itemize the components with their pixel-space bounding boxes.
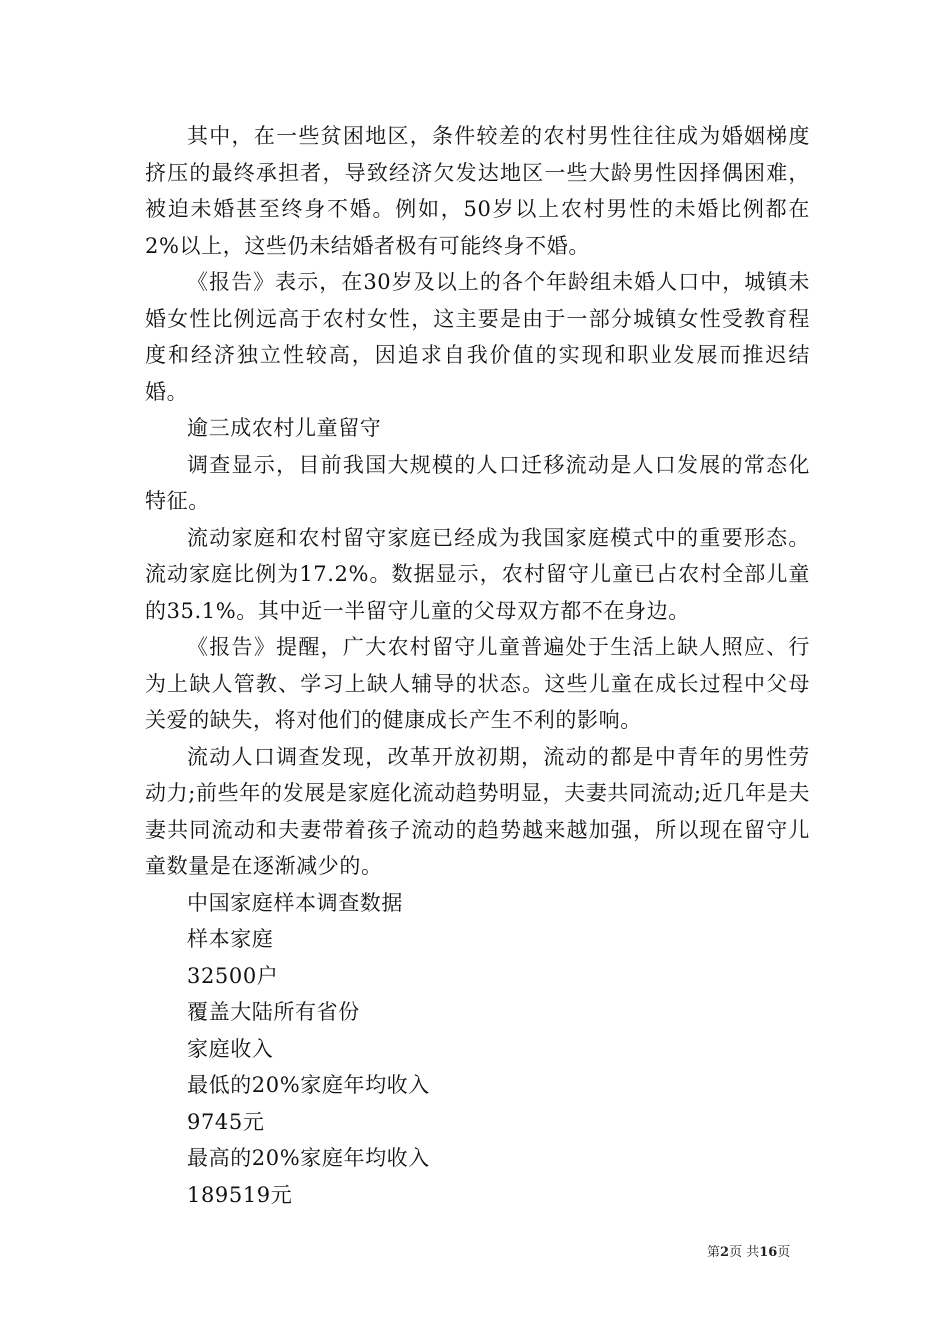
data-line: 样本家庭 [187, 927, 274, 951]
data-line: 9745元 [187, 1109, 265, 1134]
page-footer [707, 1244, 790, 1262]
footer-total-pages: 16 [759, 1245, 778, 1260]
paragraph: 《报告》提醒，广大农村留守儿童普遍处于生活上缺人照应、行为上缺人管教、学习上缺人辅导的状态。这些儿童在成长过程中父母关爱的缺失，将对他们的健康成长产生不利的影响。 [145, 635, 810, 732]
paragraph: 调查显示，目前我国大规模的人口迁移流动是人口发展的常态化特征。 [145, 452, 810, 513]
data-line: 家庭收入 [187, 1036, 274, 1061]
footer-suffix: 页 [777, 1245, 791, 1260]
section-heading: 逾三成农村儿童留守 [187, 416, 382, 440]
paragraph: 《报告》表示，在30岁及以上的各个年龄组未婚人口中，城镇未婚女性比例远高于农村女性，这主要是由于一部分城镇女性受教育程度和经济独立性较高，因追求自我价值的实现和职业发展而推迟结婚。 [145, 270, 810, 404]
data-line: 32500户 [187, 963, 279, 988]
paragraph: 流动人口调查发现，改革开放初期，流动的都是中青年的男性劳动力;前些年的发展是家庭化流动趋势明显，夫妻共同流动;近几年是夫妻共同流动和夫妻带着孩子流动的趋势越来越加强，所以现在留守儿童数量是在逐渐减少的。 [145, 744, 810, 878]
paragraph: 流动家庭和农村留守家庭已经成为我国家庭模式中的重要形态。流动家庭比例为17.2%。数据显示，农村留守儿童已占农村全部儿童的35.1%。其中近一半留守儿童的父母双方都不在身边。 [145, 525, 810, 623]
data-heading: 中国家庭样本调查数据 [187, 890, 403, 915]
paragraph: 其中，在一些贫困地区，条件较差的农村男性往往成为婚姻梯度挤压的最终承担者，导致经济欠发达地区一些大龄男性因择偶困难，被迫未婚甚至终身不婚。例如，50岁以上农村男性的未婚比例都在2%以上，这些仍未结婚者极有可能终身不婚。 [145, 124, 810, 258]
footer-middle: 页 共 [729, 1245, 760, 1260]
data-line: 189519元 [187, 1182, 293, 1207]
footer-prefix: 第 [707, 1245, 721, 1260]
footer-page-number: 2 [720, 1245, 730, 1260]
data-line: 最高的20%家庭年均收入 [187, 1146, 430, 1170]
data-line: 最低的20%家庭年均收入 [187, 1073, 430, 1097]
data-line: 覆盖大陆所有省份 [187, 1000, 360, 1024]
document-body [145, 118, 810, 1213]
